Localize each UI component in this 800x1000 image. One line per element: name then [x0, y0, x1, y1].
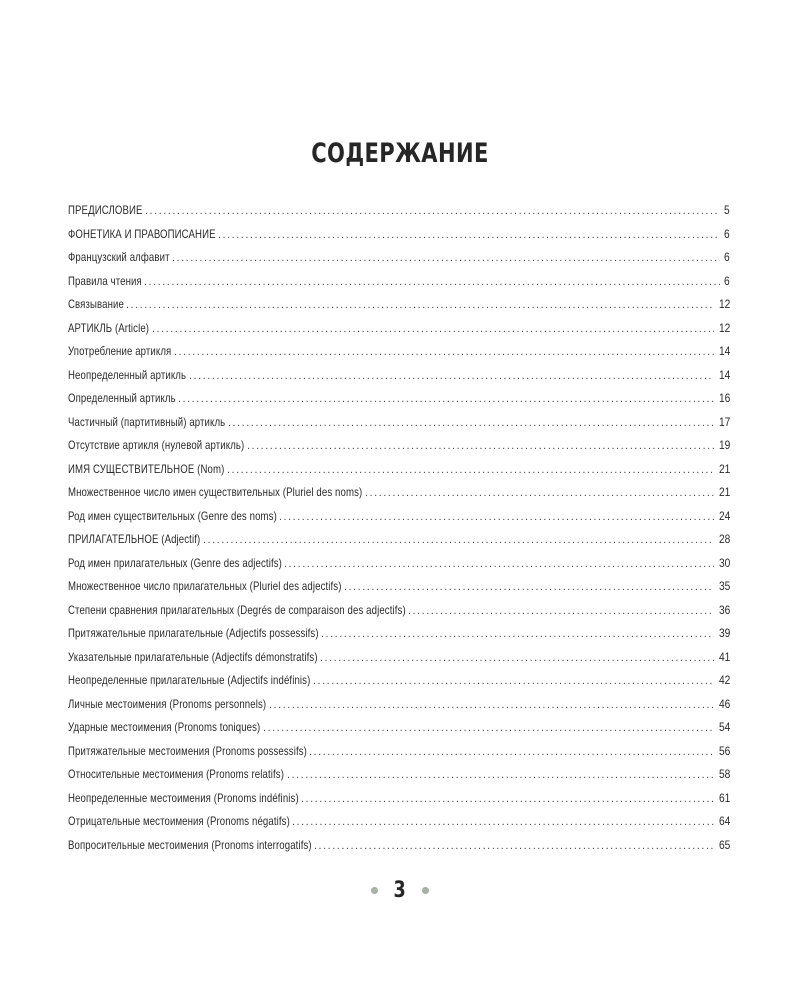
toc-entry-leader-dots: [279, 506, 714, 529]
toc-entry-page-number: 41: [718, 649, 730, 664]
toc-entry: [68, 834, 730, 858]
toc-entry-label-wrap: [68, 270, 142, 294]
toc-entry-label-wrap: [68, 646, 318, 670]
toc-entry-label-wrap: [68, 505, 277, 529]
toc-entry-page-number: 61: [718, 790, 730, 805]
toc-entry: [68, 740, 730, 764]
toc-entry-label-wrap: [68, 317, 150, 341]
toc-entry-label: Личные местоимения (Pronoms personnels): [68, 696, 267, 711]
toc-entry-leader-dots: [126, 294, 714, 317]
toc-entry-label: Употребление артикля: [68, 344, 172, 358]
toc-entry: [68, 528, 730, 552]
toc-entry-label-wrap: [68, 763, 285, 787]
toc-entry-label: Род имен прилагательных (Genre des adjectifs): [68, 555, 282, 570]
toc-entry-label: Множественное число имен существительных (Pluriel des noms): [68, 485, 363, 499]
toc-entry-leader-dots: [269, 694, 714, 717]
toc-entry: [68, 434, 730, 458]
decorative-dot-right: [422, 887, 429, 894]
toc-entry-label-wrap: [68, 552, 282, 576]
table-of-contents: [68, 199, 730, 857]
toc-entry-label: АРТИКЛЬ (Article): [68, 320, 150, 335]
toc-entry-label-wrap: [68, 199, 143, 223]
toc-entry-label: ФОНЕТИКА И ПРАВОПИСАНИЕ: [68, 226, 216, 241]
toc-entry: [68, 340, 730, 364]
toc-entry-leader-dots: [284, 553, 714, 576]
toc-entry-page-number: 21: [718, 461, 730, 476]
toc-entry-page-number: 12: [718, 297, 730, 311]
page-footer: [0, 878, 800, 903]
toc-entry-page-number: 28: [718, 532, 730, 546]
toc-entry-label: Отсутствие артикля (нулевой артикль): [68, 438, 245, 452]
toc-entry-label: Род имен существительных (Genre des noms): [68, 508, 277, 523]
page-number: 3: [393, 878, 407, 903]
toc-entry-label: Вопросительные местоимения (Pronoms interrogatifs): [68, 837, 312, 852]
toc-entry-leader-dots: [263, 717, 714, 740]
toc-entry: [68, 458, 730, 482]
toc-entry: [68, 387, 730, 411]
toc-entry: [68, 669, 730, 693]
toc-entry-page-number: 54: [718, 720, 730, 734]
toc-entry-leader-dots: [247, 435, 714, 458]
toc-entry: [68, 575, 730, 599]
toc-entry-label-wrap: [68, 293, 124, 317]
toc-entry-leader-dots: [227, 459, 714, 482]
toc-entry-leader-dots: [189, 365, 714, 388]
toc-entry: [68, 364, 730, 388]
toc-entry: [68, 505, 730, 529]
toc-entry-label-wrap: [68, 810, 290, 834]
toc-entry-leader-dots: [228, 412, 714, 435]
toc-entry-page-number: 42: [718, 673, 730, 687]
toc-entry-leader-dots: [321, 623, 714, 646]
toc-entry-label-wrap: [68, 481, 363, 505]
toc-entry-page-number: 14: [718, 344, 730, 358]
toc-entry-page-number: 56: [718, 743, 730, 758]
toc-entry-page-number: 39: [718, 626, 730, 640]
toc-entry-label-wrap: [68, 411, 226, 435]
toc-entry-page-number: 16: [718, 391, 730, 405]
toc-entry-label-wrap: [68, 693, 267, 717]
page-title: СОДЕРЖАНИЕ: [311, 138, 489, 169]
toc-entry-page-number: 64: [718, 814, 730, 828]
toc-entry: [68, 481, 730, 505]
toc-entry: [68, 270, 730, 294]
toc-entry: [68, 411, 730, 435]
toc-entry-label-wrap: [68, 834, 312, 858]
toc-entry-label-wrap: [68, 223, 216, 247]
toc-entry-page-number: 19: [718, 438, 730, 452]
toc-entry-leader-dots: [309, 741, 714, 764]
toc-entry-page-number: 46: [718, 696, 730, 711]
toc-entry-leader-dots: [365, 482, 714, 505]
toc-entry: [68, 552, 730, 576]
toc-entry-leader-dots: [145, 200, 720, 223]
toc-entry-leader-dots: [301, 788, 714, 811]
toc-entry: [68, 810, 730, 834]
toc-entry-page-number: 14: [718, 367, 730, 382]
toc-entry-label: Отрицательные местоимения (Pronoms négatifs): [68, 814, 290, 828]
toc-entry-leader-dots: [144, 271, 720, 294]
toc-entry-page-number: 36: [718, 602, 730, 617]
toc-entry-leader-dots: [292, 811, 714, 834]
toc-entry-label-wrap: [68, 622, 319, 646]
toc-entry-page-number: 24: [718, 508, 730, 523]
toc-entry: [68, 223, 730, 247]
toc-entry-label: Неопределенные местоимения (Pronoms indéfinis): [68, 790, 299, 805]
toc-entry-page-number: 6: [724, 250, 730, 264]
toc-entry-leader-dots: [344, 576, 714, 599]
toc-entry-label: Ударные местоимения (Pronoms toniques): [68, 720, 261, 734]
toc-entry-page-number: 6: [724, 226, 730, 241]
toc-entry-leader-dots: [313, 670, 714, 693]
toc-entry-label: Множественное число прилагательных (Pluriel des adjectifs): [68, 579, 342, 593]
toc-entry-label-wrap: [68, 387, 176, 411]
toc-entry-label: Определенный артикль: [68, 391, 176, 405]
toc-entry-leader-dots: [314, 835, 714, 858]
toc-entry-label-wrap: [68, 528, 201, 552]
toc-entry-page-number: 35: [718, 579, 730, 593]
toc-entry-leader-dots: [408, 600, 714, 623]
toc-entry-label: Притяжательные прилагательные (Adjectifs possessifs): [68, 626, 319, 640]
toc-entry-label-wrap: [68, 364, 187, 388]
toc-entry-label: ИМЯ СУЩЕСТВИТЕЛЬНОЕ (Nom): [68, 461, 225, 476]
toc-entry: [68, 716, 730, 740]
toc-entry-page-number: 5: [724, 203, 730, 217]
toc-entry-label-wrap: [68, 458, 225, 482]
toc-entry-leader-dots: [218, 224, 720, 247]
toc-entry-page-number: 58: [718, 767, 730, 781]
toc-entry-leader-dots: [174, 341, 714, 364]
toc-entry-label-wrap: [68, 246, 170, 270]
toc-entry: [68, 199, 730, 223]
toc-entry-page-number: 65: [718, 837, 730, 852]
toc-entry-label: Неопределенный артикль: [68, 367, 187, 382]
toc-entry-leader-dots: [178, 388, 714, 411]
toc-entry-label: Частичный (партитивный) артикль: [68, 414, 226, 429]
toc-entry: [68, 317, 730, 341]
toc-entry-label: Французский алфавит: [68, 250, 170, 264]
toc-entry-label: Неопределенные прилагательные (Adjectifs indéfinis): [68, 673, 311, 687]
toc-entry-label: Относительные местоимения (Pronoms relatifs): [68, 767, 285, 781]
toc-entry: [68, 693, 730, 717]
toc-entry-label: ПРИЛАГАТЕЛЬНОЕ (Adjectif): [68, 532, 201, 546]
toc-entry-leader-dots: [320, 647, 714, 670]
toc-entry-page-number: 12: [718, 320, 730, 335]
toc-entry: [68, 293, 730, 317]
toc-entry-page-number: 6: [724, 273, 730, 288]
toc-entry-leader-dots: [172, 247, 720, 270]
toc-entry-label-wrap: [68, 716, 261, 740]
toc-entry-page-number: 30: [718, 555, 730, 570]
toc-entry-label: Степени сравнения прилагательных (Degrés de comparaison des adjectifs): [68, 602, 406, 617]
toc-entry-label-wrap: [68, 599, 406, 623]
toc-entry-leader-dots: [203, 529, 714, 552]
toc-entry-label: Правила чтения: [68, 273, 142, 288]
toc-entry: [68, 787, 730, 811]
toc-entry-leader-dots: [287, 764, 714, 787]
toc-entry-label-wrap: [68, 740, 307, 764]
toc-entry: [68, 622, 730, 646]
toc-entry: [68, 646, 730, 670]
toc-entry-label-wrap: [68, 787, 299, 811]
toc-entry-leader-dots: [152, 318, 714, 341]
toc-entry: [68, 599, 730, 623]
decorative-dot-left: [371, 887, 378, 894]
toc-entry-label-wrap: [68, 669, 311, 693]
toc-entry-label: Связывание: [68, 297, 124, 311]
toc-entry-label: Притяжательные местоимения (Pronoms possessifs): [68, 743, 307, 758]
toc-entry-label: Указательные прилагательные (Adjectifs démonstratifs): [68, 649, 318, 664]
toc-entry: [68, 246, 730, 270]
toc-entry-label-wrap: [68, 434, 245, 458]
toc-entry: [68, 763, 730, 787]
toc-entry-page-number: 21: [718, 485, 730, 499]
toc-entry-label: ПРЕДИСЛОВИЕ: [68, 203, 143, 217]
toc-entry-label-wrap: [68, 340, 172, 364]
toc-entry-page-number: 17: [718, 414, 730, 429]
toc-entry-label-wrap: [68, 575, 342, 599]
